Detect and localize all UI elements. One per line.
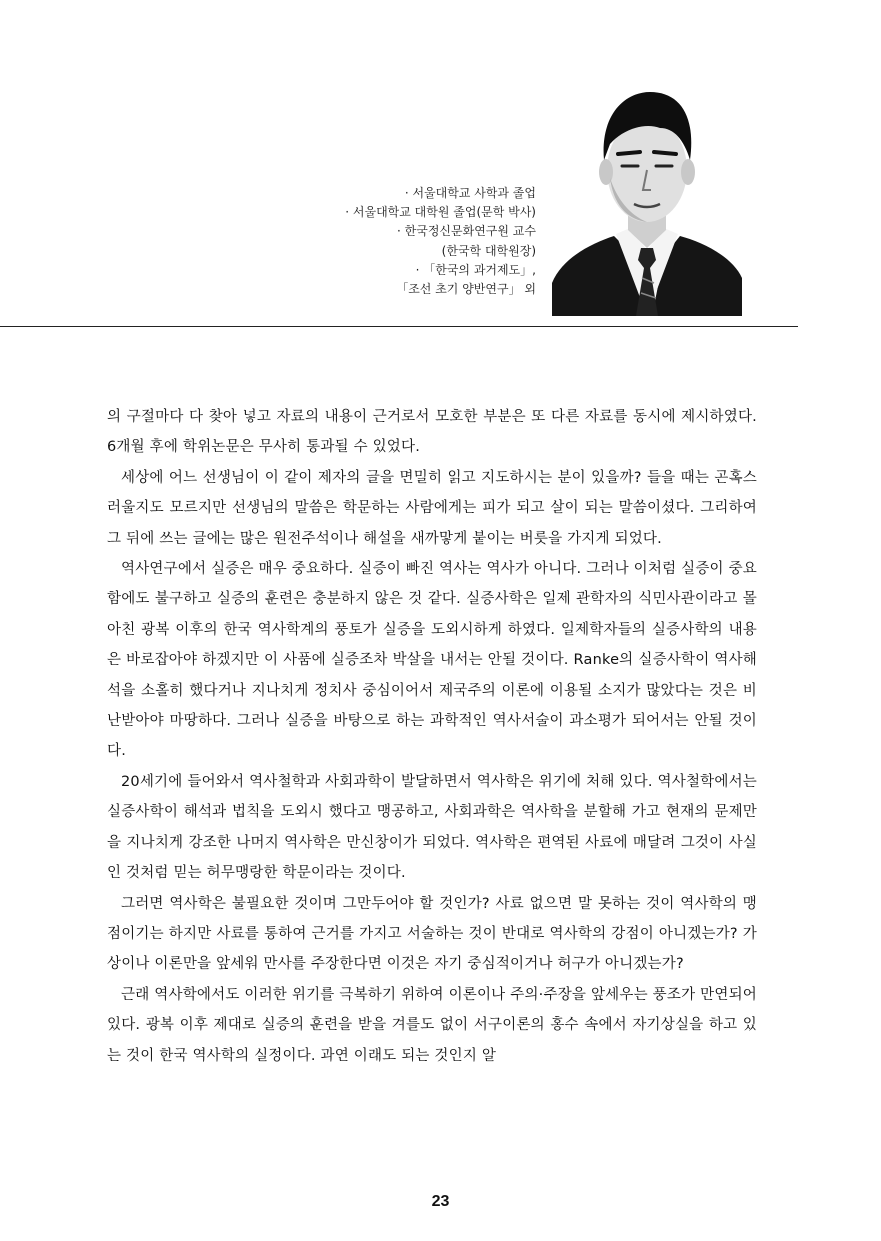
paragraph: 근래 역사학에서도 이러한 위기를 극복하기 위하여 이론이나 주의·주장을 앞세우는 풍조가 만연되어 있다. 광복 이후 제대로 실증의 훈련을 받을 겨를도 없이 서구이론의 홍수 속에서 자기상실을 하고 있는 것이 한국 역사학의 실정이다. 과연 이래도 되는 것인지 알 <box>107 986 757 1064</box>
author-portrait-icon <box>552 78 742 316</box>
paragraph: 세상에 어느 선생님이 이 같이 제자의 글을 면밀히 읽고 지도하시는 분이 있을까? 들을 때는 곤혹스러울지도 모르지만 선생님의 말씀은 학문하는 사람에게는 피가 되고 살이 되는 말씀이셨다. 그리하여 그 뒤에 쓰는 글에는 많은 원전주석이나 해설을 새까맣게 붙이는 버릇을 가지게 되었다. <box>107 469 757 547</box>
header-divider <box>0 326 798 327</box>
paragraph: 의 구절마다 다 찾아 넣고 자료의 내용이 근거로서 모호한 부분은 또 다른 자료를 동시에 제시하였다. 6개월 후에 학위논문은 무사히 통과될 수 있었다. <box>107 409 757 456</box>
bio-line-graduate: · 서울대학교 대학원 졸업(문학 박사) <box>345 205 536 220</box>
article-body <box>107 402 757 1071</box>
page-number: 23 <box>431 1193 450 1210</box>
bio-line-work-2: 「조선 초기 양반연구」 외 <box>396 282 536 297</box>
author-portrait <box>552 78 742 316</box>
bio-line-position: · 한국정신문화연구원 교수 <box>397 224 536 239</box>
paragraph: 역사연구에서 실증은 매우 중요하다. 실증이 빠진 역사는 역사가 아니다. 그러나 이처럼 실증이 중요함에도 불구하고 실증의 훈련은 충분하지 않은 것 같다. 실증사학은 일제 관학자의 식민사관이라고 몰아친 광복 이후의 한국 역사학계의 풍토가 실증을 도외시하게 하였다. 일제학자들의 실증사학의 내용은 바로잡아야 하겠지만 이 사품에 실증조차 박살을 내서는 안될 것이다. Ranke의 실증사학이 역사해석을 소홀히 했다거나 지나치게 정치사 중심이어서 제국주의 이론에 이용될 소지가 많았다는 것은 비난받아야 마땅하다. 그러나 실증을 바탕으로 하는 과학적인 역사서술이 과소평가 되어서는 안될 것이다. <box>107 561 757 760</box>
paragraph: 20세기에 들어와서 역사철학과 사회과학이 발달하면서 역사학은 위기에 처해 있다. 역사철학에서는 실증사학이 해석과 법칙을 도외시 했다고 맹공하고, 사회과학은 역사학을 분할해 가고 현재의 문제만을 지나치게 강조한 나머지 역사학은 만신창이가 되었다. 역사학은 편역된 사료에 매달려 그것이 사실인 것처럼 믿는 허무맹랑한 학문이라는 것이다. <box>107 773 757 882</box>
bio-line-work-1: · 「한국의 과거제도」, <box>415 262 536 277</box>
author-bio <box>345 184 536 299</box>
bio-line-education: · 서울대학교 사학과 졸업 <box>404 186 536 200</box>
bio-line-position-detail: (한국학 대학원장) <box>441 243 536 258</box>
paragraph: 그러면 역사학은 불필요한 것이며 그만두어야 할 것인가? 사료 없으면 말 못하는 것이 역사학의 맹점이기는 하지만 사료를 통하여 근거를 가지고 서술하는 것이 반대로 역사학의 강점이 아니겠는가? 가상이나 이론만을 앞세워 만사를 주장한다면 이것은 자기 중심적이거나 허구가 아니겠는가? <box>107 895 757 973</box>
